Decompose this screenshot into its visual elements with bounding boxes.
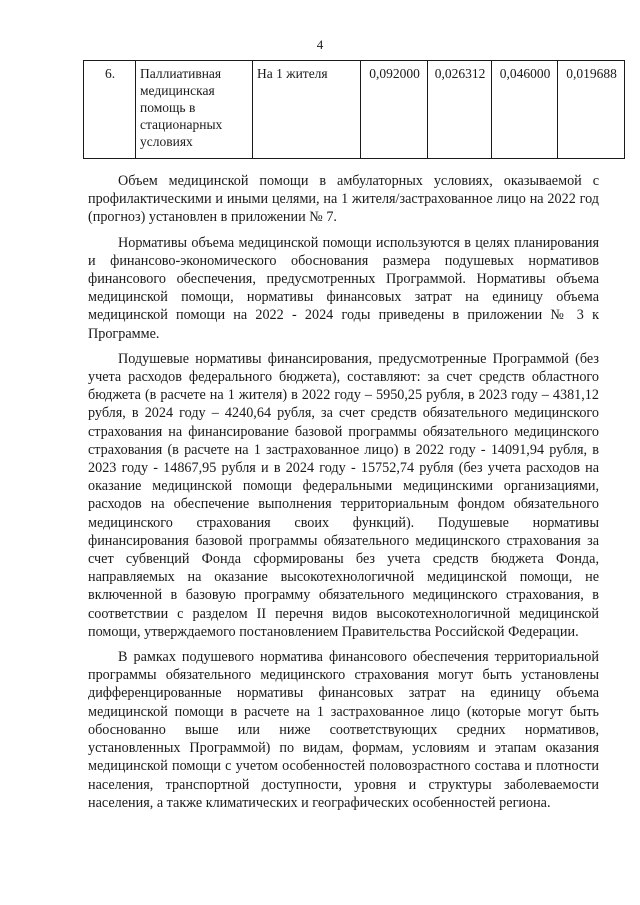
- page-number: 4: [316, 37, 324, 52]
- paragraph-differentiated-norms: В рамках подушевого норматива финансового обеспечения территориальной программы обязательного медицинского страхования могут быть установлены дифференцированные нормативы финансовых затрат на единицу объема медицинской помощи в расчете на 1 застрахованное лицо (которые могут быть обоснованно выше или ниже соответствующих средних нормативов, установленных Программой) по видам, формам, условиям и этапам оказания медицинской помощи с учетом особенностей половозрастного состава и плотности населения, транспортной доступности, уровня и структуры заболеваемости населения, а также климатических и географических особенностей региона.: [88, 649, 599, 811]
- value-cell-2: 0,026312: [428, 61, 492, 159]
- table-row: [84, 61, 625, 159]
- paragraph-volume-norms: Нормативы объема медицинской помощи используются в целях планирования и финансово-экономического обоснования размера подушевых нормативов финансового обеспечения, предусмотренных Программой. Нормативы объема медицинской помощи, нормативы финансовых затрат на единицу объема медицинской помощи на 2022 - 2024 годы приведены в приложении № 3 к Программе.: [88, 234, 599, 342]
- unit-cell: На 1 жителя: [253, 61, 361, 159]
- paragraph-outpatient-volume: Объем медицинской помощи в амбулаторных условиях, оказываемой с профилактическими и иными целями, на 1 жителя/застрахованное лицо на 2022 год (прогноз) установлен в приложении № 7.: [88, 173, 599, 226]
- care-type-cell: Паллиативная медицинская помощь в стационарных условиях: [136, 61, 253, 159]
- value-cell-1: 0,092000: [361, 61, 428, 159]
- value-cell-4: 0,019688: [558, 61, 625, 159]
- row-number-cell: 6.: [84, 61, 136, 159]
- body-text: [88, 172, 599, 819]
- program-table: [83, 60, 625, 159]
- paragraph-per-capita-norms: Подушевые нормативы финансирования, предусмотренные Программой (без учета расходов федерального бюджета), составляют: за счет средств областного бюджета (в расчете на 1 жителя) в 2022 году – 5950,25 рубля, в 2023 году – 4381,12 рубля, в 2024 году – 4240,64 рубля, за счет средств обязательного медицинского страхования на финансирование базовой программы обязательного медицинского страхования (в расчете на 1 застрахованное лицо) в 2022 году - 14091,94 рубля, в 2023 году - 14867,95 рубля и в 2024 году - 15752,74 рубля (без учета расходов на оказание медицинской помощи федеральными медицинскими организациями, расходов на обеспечение выполнения территориальным фондом обязательного медицинского страхования своих функций). Подушевые нормативы финансирования базовой программы обязательного медицинского страхования за счет субвенций Фонда сформированы без учета средств бюджета Фонда, направляемых на оказание высокотехнологичной медицинской помощи, не включенной в базовую программу обязательного медицинского страхования, в соответствии с разделом II перечня видов высокотехнологичной медицинской помощи, утверждаемого постановлением Правительства Российской Федерации.: [88, 350, 599, 640]
- value-cell-3: 0,046000: [492, 61, 558, 159]
